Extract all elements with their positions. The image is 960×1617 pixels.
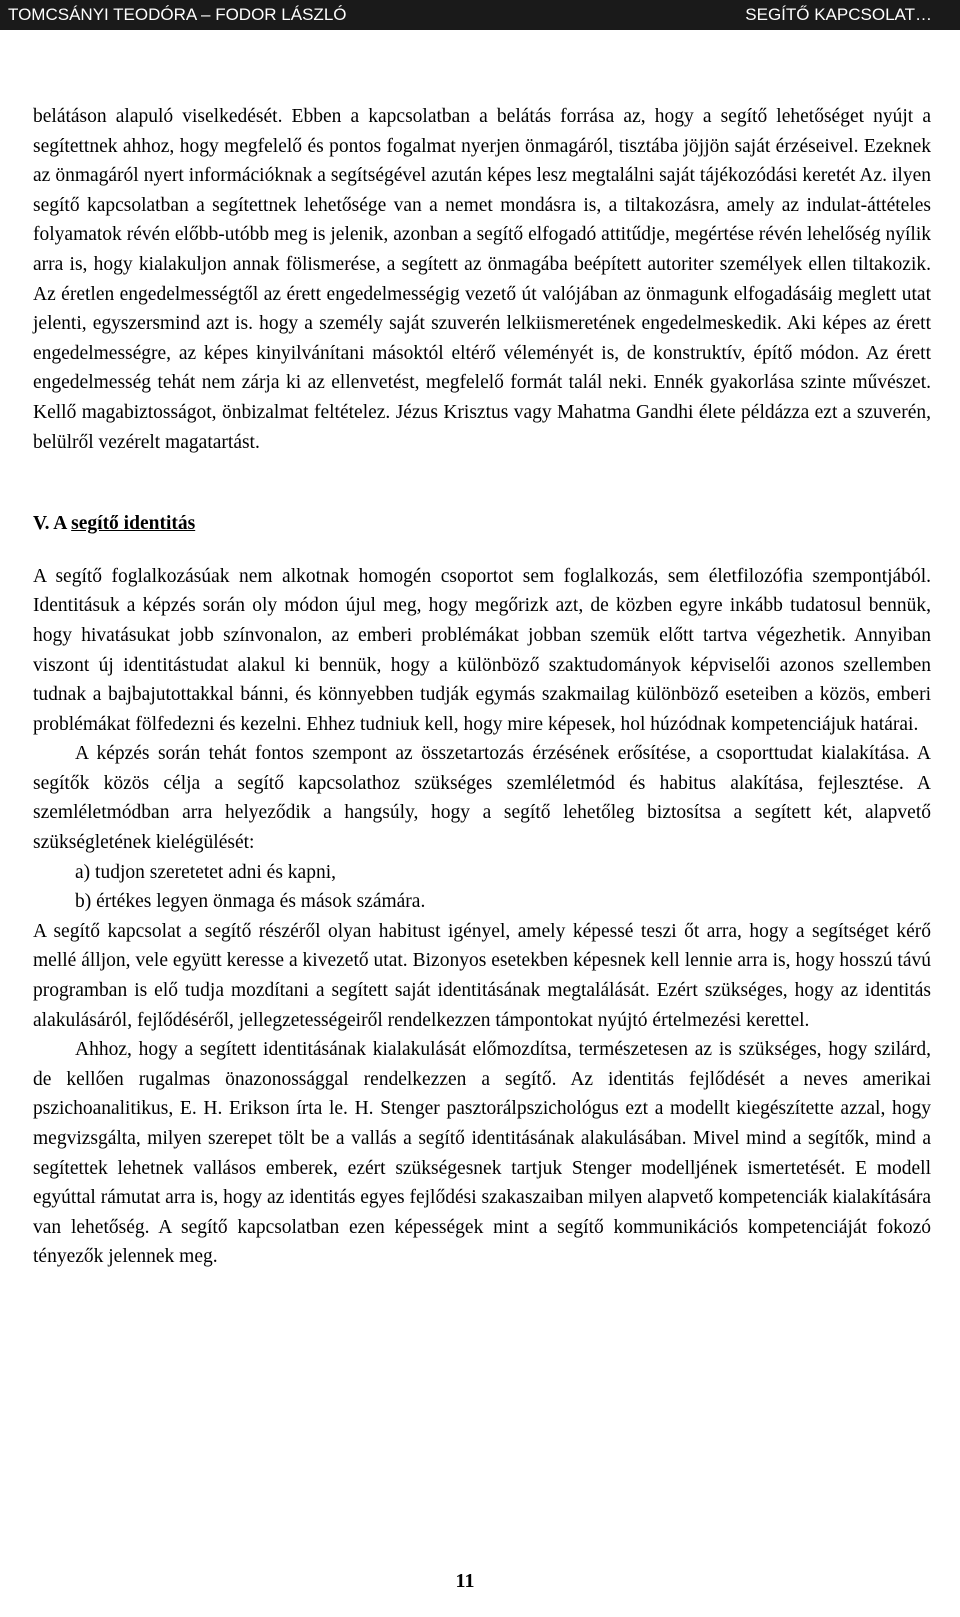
section-heading (33, 509, 931, 539)
header-authors: TOMCSÁNYI TEODÓRA – FODOR LÁSZLÓ (8, 5, 347, 24)
section-number: V. (33, 513, 50, 535)
header-title: SEGÍTŐ KAPCSOLAT… (745, 5, 932, 24)
paragraph-2: A képzés során tehát fontos szempont az összetartozás érzésének erősítése, a csoporttudat kialakítása. A segítők közös célja a segítő kapcsolathoz szükséges szemléletmód és habitus alakítása, fejlesztése. A szemléletmódban arra helyeződik a hangsúly, hogy a segítő lehetőleg biztosítsa a segített két, alapvető szükségletének kielégülését: (33, 743, 931, 854)
running-header (0, 0, 960, 30)
paragraph-1: A segítő foglalkozásúak nem alkotnak homogén csoportot sem foglalkozás, sem életfilozófia szempontjából. Identitásuk a képzés során oly módon újul meg, hogy megőrizk azt, de közben egyre inkább tudatosul bennük, hogy hivatásukat jobb színvonalon, az emberi problémákat jobban szemük előtt tartva végezhetik. Annyiban viszont új identitástudat alakul ki bennük, hogy a különböző szaktudományok képviselői azonos szellemben tudnak a bajbajutottakkal bánni, és könnyebben tudják egymás szakmailag különböző eseteiben a közös, emberi problémákat fölfedezni és kezelni. Ehhez tudniuk kell, hogy mire képesek, hol húzódnak kompetenciájuk határai. (33, 565, 931, 735)
paragraph-intro: belátáson alapuló viselkedését. Ebben a kapcsolatban a belátás forrása az, hogy a segítő lehetőséget nyújt a segítettnek ahhoz, hogy megfelelő és pontos fogalmat nyerjen önmagáról, tisztába jöjjön saját érzéseivel. Ezeknek az önmagáról nyert információknak a segítségével azután képes lesz megtalálni saját tájékozódási keretét Az. ilyen segítő kapcsolatban a segítettnek lehetősége van a nemet mondásra is, a tiltakozásra, amely az indulat-áttételes folyamatok révén előbb-utóbb meg is jelenik, azonban a segítő elfogadó attitűdje, megértése révén lehelőség nyílik arra is, hogy kialakuljon annak fölismerése, a segített az önmagába beépített autoriter személyek ellen tiltakozik. Az éretlen engedelmességtől az érett engedelmességig vezető út valójában az önmagunk elfogadásáig meglett utat jelenti, egyszersmind azt is. hogy a személy saját szuverén lelkiismeretének engedelmeskedik. Aki képes az érett engedelmességre, az képes kinyilvánítani másoktól eltérő véleményét is, de konstruktív, építő módon. Az érett engedelmesség tehát nem zárja ki az ellenvetést, megfelelő formát talál neki. Ennék gyakorlása szinte művészet. Kellő magabiztosságot, önbizalmat feltételez. Jézus Krisztus vagy Mahatma Gandhi élete példázza ezt a szuverén, belülről vezérelt magatartást. (33, 106, 931, 453)
page-body (33, 102, 931, 1272)
page-number: 11 (455, 1570, 475, 1592)
paragraph-3: A segítő kapcsolat a segítő részéről olyan habitust igényel, amely képessé teszi őt arra, hogy a segítséget kérő mellé álljon, vele együtt keresse a kivezető utat. Bizonyos esetekben képesnek kell lennie arra is, hogy hosszú távú programban is elő tudja mozdítani a segített saját identitásának megtalálását. Ezért szükséges, hogy az identitás alakulásáról, fejlődéséről, jellegzetességeiről rendelkezzen támpontokat nyújtó értelmezési kerettel. (33, 920, 931, 1031)
list-item-b: b) értékes legyen önmaga és mások számára. (75, 891, 426, 913)
section-title-plain: A (53, 513, 72, 535)
section-title-underlined: segítő identitás (71, 513, 196, 535)
paragraph-4: Ahhoz, hogy a segített identitásának kialakulását előmozdítsa, természetesen az is szükséges, hogy szilárd, de kellően rugalmas önazonossággal rendelkezzen a segítő. Az identitás fejlődését a neves amerikai pszichoanalitikus, E. H. Erikson írta le. H. Stenger pasztorálpszichológus ezt a modellt kiegészítette azzal, hogy megvizsgálta, milyen szerepet tölt be a vallás a segítő identitásának alakulásában. Mivel mind a segítők, mind a segítettek lehetnek vallásos emberek, ezért szükségesnek tartjuk Stenger modelljének ismertetését. E modell egyúttal rámutat arra is, hogy az identitás egyes fejlődési szakaszaiban milyen alapvető kompetenciák kialakítására van lehetőség. A segítő kapcsolatban ezen képességek mint a segítő kommunikációs kompetenciáját fokozó tényezők jelennek meg. (33, 1039, 931, 1268)
list-item-a: a) tudjon szeretetet adni és kapni, (75, 861, 336, 883)
